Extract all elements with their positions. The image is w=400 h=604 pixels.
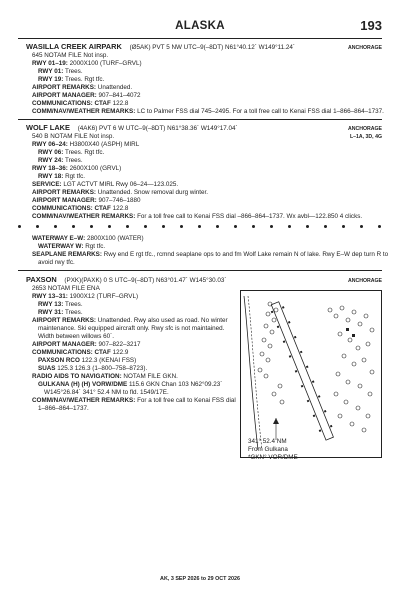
weather-value: LC to Palmer FSS dial 745–2495. For a toll free call to Kenai FSS dial 1–866–864–1737. (137, 108, 384, 115)
separator-dot (18, 225, 21, 228)
weather-cont: 1–866–864–1737. (38, 405, 89, 412)
separator-dot (324, 225, 327, 228)
page-state-title: ALASKA (175, 20, 225, 32)
runway-end-label: RWY 13: (38, 301, 64, 308)
vor-value: 115.6 GKN Chan 103 N62°09.23´ (128, 381, 223, 388)
weather-value: For a toll free call to Kenai FSS dial (137, 397, 236, 404)
remarks-value: Unattended. Rwy also used as road. No winter (97, 317, 228, 324)
comm-value: 122.8 (112, 205, 129, 212)
separator-dot (252, 225, 255, 228)
comm-label: COMMUNICATIONS: CTAF (32, 100, 111, 107)
weather-label: COMM/NAV/WEATHER REMARKS: (32, 108, 136, 115)
airport-id-line: (Ø5AK) PVT 5 NW UTC–9(–8DT) N61°40.12´ W149°11.24´ (129, 44, 295, 51)
elevation-line: 2653 NOTAM FILE ENA (32, 285, 100, 292)
radio-aids-value: NOTAM FILE GKN. (123, 373, 178, 380)
entry-divider (18, 270, 382, 271)
airport-id-line: (PXK)(PAXK) 0 S UTC–9(–8DT) N63°01.47´ W145°30.03´ (64, 277, 227, 284)
runway-end-label: RWY 19: (38, 76, 64, 83)
region-label: ANCHORAGE (347, 278, 382, 284)
airport-name: PAXSON (26, 275, 57, 284)
runway-value: H3800X40 (ASPH) MIRL (69, 141, 140, 148)
manager-label: AIRPORT MANAGER: (32, 197, 97, 204)
service-label: SERVICE: (32, 181, 62, 188)
vor-label: GULKANA (H) (H) VORW/DME (38, 381, 128, 388)
remarks-cont: maintenance. Ski equipped aircraft only. Rwy sfc is not maintained. (38, 325, 225, 332)
separator-dot (54, 225, 57, 228)
remarks-label: AIRPORT REMARKS: (32, 84, 97, 91)
seaplane-remarks-value: Rwy end E rgt tfc., rcmnd seaplane ops to and fm Wolf Lake remain N of lake. Rwy E–W dep turn R to (103, 251, 389, 258)
seaplane-remarks-cont: avoid rwy tfc. (38, 259, 75, 266)
runway-end-value: Trees. Rgt tfc. (64, 76, 105, 83)
chart-reference: L–1A, 3D, 4G (349, 134, 382, 140)
waterway-end-value: Rgt tfc. (85, 243, 106, 250)
manager-value: 907–746–1880 (98, 197, 141, 204)
runway-end-value: Trees. (64, 68, 83, 75)
radio-aids-label: RADIO AIDS TO NAVIGATION: (32, 373, 122, 380)
entry-divider (18, 119, 382, 120)
suas-value: 125.3 126.3 (1–800–758–8723). (57, 365, 148, 372)
runway-end-label: RWY 01: (38, 68, 64, 75)
waterway-label: WATERWAY E–W: (32, 235, 86, 242)
rco-value: 122.3 (KENAI FSS) (81, 357, 137, 364)
remarks-value: Unattended. (97, 84, 133, 91)
vor-cont: W145°26.84´ 341° 52.4 NM to fld. 1549/17E. (44, 389, 169, 396)
diagram-note-from: From Gulkana (248, 446, 288, 453)
header-rule (18, 38, 382, 39)
separator-dot (72, 225, 75, 228)
weather-label: COMM/NAV/WEATHER REMARKS: (32, 397, 136, 404)
separator-dot (180, 225, 183, 228)
region-label: ANCHORAGE (347, 126, 382, 132)
separator-dot (378, 225, 381, 228)
separator-dot (360, 225, 363, 228)
airport-name: WASILLA CREEK AIRPARK (26, 42, 122, 51)
runway-label: RWY 13–31: (32, 293, 68, 300)
runway-end-value: Trees. (64, 157, 83, 164)
airport-diagram (240, 290, 382, 458)
region-label: ANCHORAGE (347, 45, 382, 51)
runway-end-label: RWY 18: (38, 173, 64, 180)
manager-value: 907–822–3217 (98, 341, 141, 348)
comm-value: 122.8 (112, 100, 129, 107)
separator-dot (108, 225, 111, 228)
separator-dot (36, 225, 39, 228)
elevation-line: 645 NOTAM FILE Not insp. (32, 52, 109, 59)
elevation-line: 540 B NOTAM FILE Not insp. (32, 133, 115, 140)
runway-end-value: Trees. Rgt tfc. (64, 149, 105, 156)
runway-end-value: Rgt tfc. (65, 173, 86, 180)
separator-dot (342, 225, 345, 228)
separator-dot (90, 225, 93, 228)
runway-end-label: RWY 06: (38, 149, 64, 156)
diagram-note-vor: *GKN° VOR/DME (248, 454, 298, 461)
runway-value: 1900X12 (TURF–GRVL) (69, 293, 139, 300)
runway-label: RWY 18–36: (32, 165, 68, 172)
airport-name: WOLF LAKE (26, 123, 70, 132)
page-number: 193 (360, 18, 382, 33)
manager-label: AIRPORT MANAGER: (32, 341, 97, 348)
weather-label: COMM/NAV/WEATHER REMARKS: (32, 213, 136, 220)
runway-end-label: RWY 31: (38, 309, 64, 316)
remarks-label: AIRPORT REMARKS: (32, 189, 97, 196)
separator-dot (198, 225, 201, 228)
suas-label: SUAS (38, 365, 56, 372)
runway-label: RWY 01–19: (32, 60, 68, 67)
separator-dot (216, 225, 219, 228)
separator-dot (288, 225, 291, 228)
manager-value: 907–841–4072 (98, 92, 141, 99)
separator-dot (306, 225, 309, 228)
rco-label: PAXSON RCO (38, 357, 80, 364)
weather-value: For a toll free call to Kenai FSS dial –866–864–1737. Wx avbl—122.850 4 clicks. (137, 213, 363, 220)
effective-dates-footer: AK, 3 SEP 2026 to 29 OCT 2026 (160, 576, 240, 582)
comm-label: COMMUNICATIONS: CTAF (32, 205, 111, 212)
separator-dot (162, 225, 165, 228)
diagram-frame (241, 291, 382, 458)
waterway-value: 2800X100 (WATER) (86, 235, 144, 242)
separator-dot (144, 225, 147, 228)
manager-label: AIRPORT MANAGER: (32, 92, 97, 99)
runway-value: 2600X100 (GRVL) (69, 165, 122, 172)
separator-dot (270, 225, 273, 228)
comm-value: 122.9 (112, 349, 129, 356)
seaplane-remarks-label: SEAPLANE REMARKS: (32, 251, 102, 258)
runway-value: 2000X100 (TURF–GRVL) (69, 60, 142, 67)
waterway-end-label: WATERWAY W: (38, 243, 84, 250)
comm-label: COMMUNICATIONS: CTAF (32, 349, 111, 356)
separator-dot (234, 225, 237, 228)
remarks-label: AIRPORT REMARKS: (32, 317, 97, 324)
seaplane-separator (18, 225, 382, 231)
service-value: LGT ACTVT MIRL Rwy 06–24—123.025. (63, 181, 179, 188)
remarks-cont: Width between willows 60´. (38, 333, 114, 340)
runway-end-label: RWY 24: (38, 157, 64, 164)
separator-dot (126, 225, 129, 228)
diagram-note-bearing: 341° 52.4 NM (248, 438, 287, 445)
runway-end-value: Trees. (64, 309, 83, 316)
runway-end-value: Trees. (64, 301, 83, 308)
airport-id-line: (4AK6) PVT 6 W UTC–9(–8DT) N61°38.36´ W149°17.04´ (77, 125, 238, 132)
remarks-value: Unattended. Snow removal durg winter. (97, 189, 209, 196)
runway-label: RWY 06–24: (32, 141, 68, 148)
